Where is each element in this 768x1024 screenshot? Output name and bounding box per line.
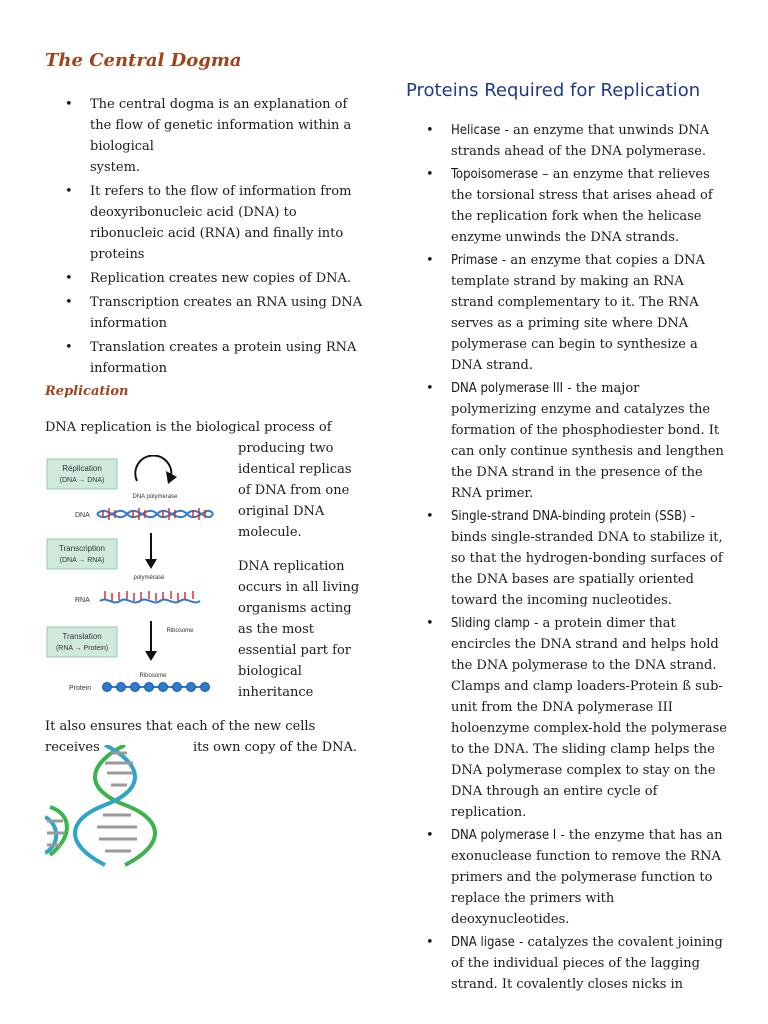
dna-polymerase-label: DNA polymerase [132, 494, 178, 500]
rna-label: RNA [75, 597, 90, 604]
proteins-list [406, 120, 728, 995]
list-item: • Topoisomerase – an enzyme that relieves the torsional stress that arises ahead of the replication fork when the helicase enzyme unwinds the DNA strands. [406, 164, 728, 248]
dna-helix-illustration [45, 745, 185, 875]
rna-bases [105, 591, 193, 601]
list-item: • Translation creates a protein using RNA information [45, 337, 365, 379]
proteins-title: Proteins Required for Replication [406, 80, 701, 101]
list-item: • DNA ligase - catalyzes the covalent joining of the individual pieces of the lagging strand. It covalently closes nicks in [406, 932, 728, 995]
list-item: • Single-strand DNA-binding protein (SSB) - binds single-stranded DNA to stabilize it, so that the hydrogen-bonding surfaces of the DNA bases are spatially oriented toward the incoming nucleotides. [406, 506, 728, 611]
replication-para-start: DNA replication is the biological process of [45, 420, 332, 435]
replication-subtitle: Replication [45, 384, 129, 399]
list-item: • DNA polymerase I - the enzyme that has an exonuclease function to remove the RNA primers and the polymerase function to replace the primers with deoxynucleotides. [406, 825, 728, 930]
ribosome-label: Ribosome [166, 628, 194, 634]
list-item: • It refers to the flow of information from deoxyribonucleic acid (DNA) to ribonucleic acid (RNA) and finally into proteins [45, 181, 365, 265]
list-item: • Primase - an enzyme that copies a DNA template strand by making an RNA strand complementary to it. The RNA serves as a priming site where DNA polymerase can begin to synthesize a DNA strand. [406, 250, 728, 376]
list-item: • The central dogma is an explanation of the flow of genetic information within a biological system. [45, 94, 365, 178]
list-item: • Replication creates new copies of DNA. [45, 268, 365, 289]
central-dogma-figure [45, 455, 215, 697]
ribosome-label-2: Ribosome [139, 673, 167, 679]
replication-cycle-arrow [135, 455, 171, 481]
dna-base-pairs [103, 508, 205, 520]
dna-label: DNA [75, 512, 90, 519]
transcription-sub: (DNA → RNA) [59, 557, 105, 564]
replication-para3-line2: its own copy of the DNA. [193, 740, 358, 755]
polymerase-label: polymérase [133, 575, 165, 581]
central-dogma-title: The Central Dogma [45, 50, 242, 71]
transcription-arrowhead [145, 559, 157, 569]
translation-label: Translation [62, 632, 102, 641]
helix-base-pairs [47, 753, 137, 851]
central-dogma-list [45, 94, 365, 379]
list-item: • Sliding clamp - a protein dimer that encircles the DNA strand and helps hold the DNA polymerase to the DNA strand. Clamps and clamp loaders-Protein ß sub-unit from the DNA polymerase III holoenzyme complex-hold the polymerase to the DNA. The sliding clamp helps the DNA polymerase complex to stay on the DNA through an entire cycle of replication. [406, 613, 728, 823]
list-item: • Helicase - an enzyme that unwinds DNA strands ahead of the DNA polymerase. [406, 120, 728, 162]
central-dogma-diagram [45, 455, 215, 697]
replication-para2: DNA replication occurs in all living organisms acting as the most essential part for biological inheritance [238, 559, 360, 700]
replication-para3-line1: It also ensures that each of the new cells receives [45, 719, 316, 755]
transcription-label: Transcription [59, 544, 105, 553]
replication-para-rest: producing two identical replicas of DNA from one original DNA molecule. [238, 441, 352, 540]
translation-sub: (RNA → Protein) [55, 645, 109, 652]
protein-label: Protein [69, 685, 92, 692]
list-item: • DNA polymerase III - the major polymerizing enzyme and catalyzes the formation of the phosphodiester bond. It can only continue synthesis and lengthen the DNA strand in the presence of the RNA primer. [406, 378, 728, 504]
list-item: • Transcription creates an RNA using DNA information [45, 292, 365, 334]
right-column [406, 80, 728, 997]
replication-label: Réplication [62, 464, 102, 473]
left-column [45, 50, 365, 382]
translation-arrowhead [145, 651, 157, 661]
replication-sub: (DNA → DNA) [59, 477, 105, 484]
dna-helix-image [45, 745, 185, 875]
